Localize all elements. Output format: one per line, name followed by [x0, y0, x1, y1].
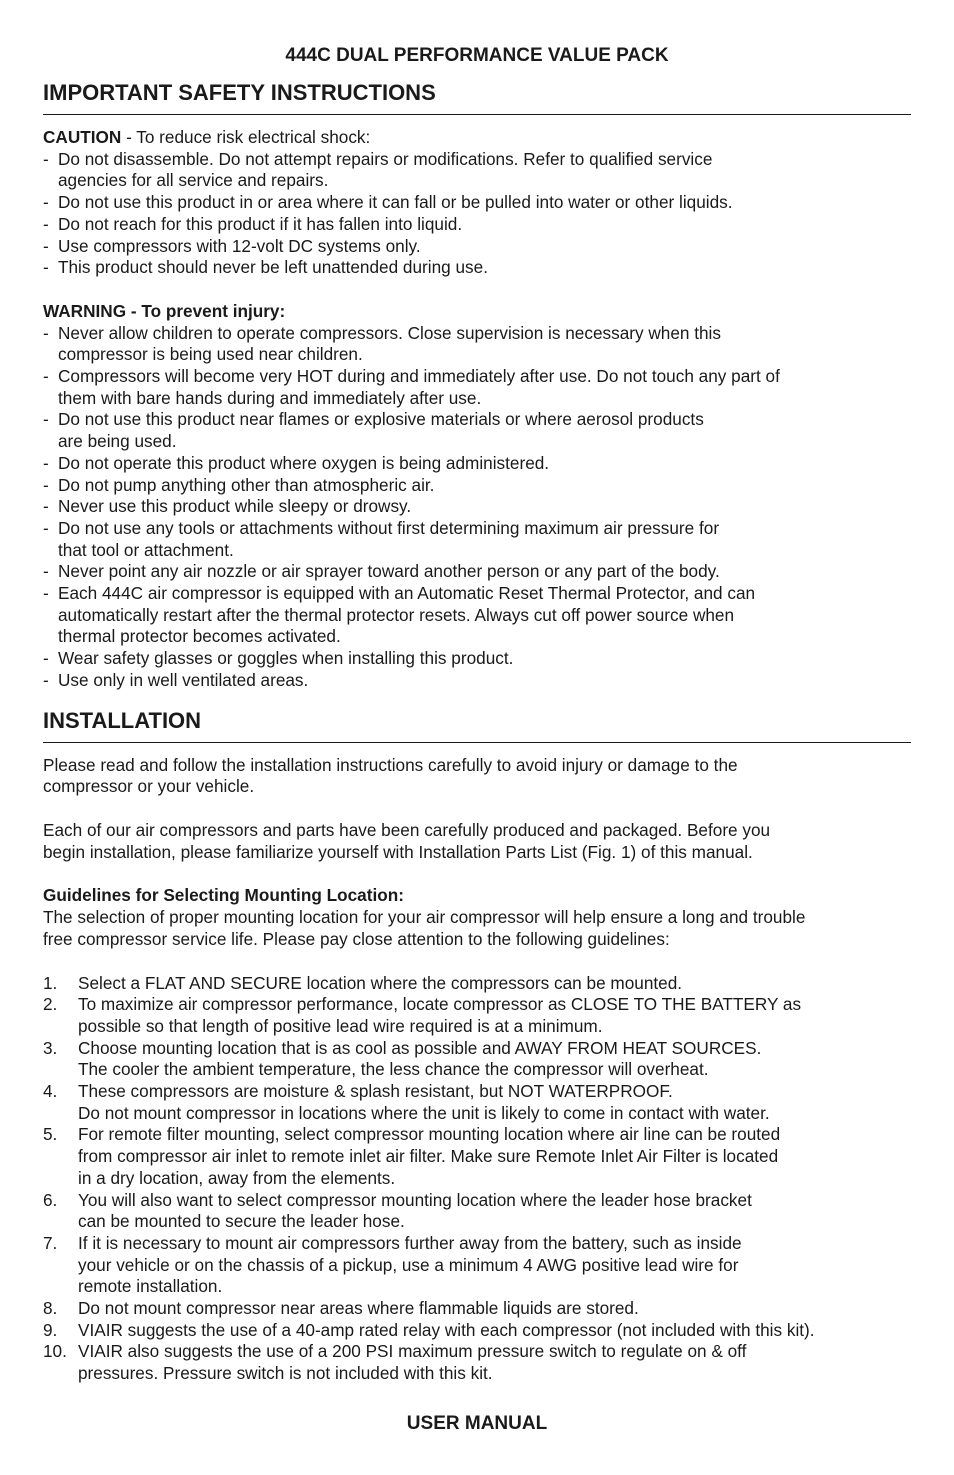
item-number: 2. — [43, 994, 58, 1015]
text-line: agencies for all service and repairs. — [58, 170, 329, 191]
caution-item — [43, 236, 911, 258]
text-line: - Never use this product while sleepy or drowsy. — [58, 496, 412, 517]
text-line: Select a FLAT AND SECURE location where the compressors can be mounted. — [78, 972, 683, 993]
safety-section — [43, 127, 911, 692]
text-line: are being used. — [58, 431, 177, 452]
text-line: that tool or attachment. — [58, 539, 234, 560]
text-line: To maximize air compressor performance, locate compressor as CLOSE TO THE BATTERY as — [78, 994, 802, 1015]
warning-heading: WARNING - To prevent injury: — [43, 300, 286, 321]
item-number: 7. — [43, 1232, 58, 1253]
caution-text: - To reduce risk electrical shock: — [121, 127, 371, 147]
warning-item — [43, 323, 911, 366]
warning-item — [43, 496, 911, 518]
warning-item — [43, 366, 911, 409]
text-line: You will also want to select compressor mounting location where the leader hose bracket — [78, 1189, 752, 1210]
caution-item — [43, 257, 911, 279]
text-line: Do not mount compressor near areas where flammable liquids are stored. — [78, 1298, 639, 1319]
guidelines-heading: Guidelines for Selecting Mounting Location: — [43, 885, 404, 906]
text-line: compressor is being used near children. — [58, 344, 363, 365]
text-line: - Use compressors with 12-volt DC systems only. — [58, 235, 421, 256]
text-line: - Wear safety glasses or goggles when installing this product. — [58, 648, 514, 669]
text-line: Do not mount compressor in locations where the unit is likely to come in contact with water. — [78, 1102, 770, 1123]
text-line: - Use only in well ventilated areas. — [58, 669, 309, 690]
warning-list — [43, 323, 911, 692]
caution-label: CAUTION — [43, 127, 122, 147]
text-line: - Do not disassemble. Do not attempt repairs or modifications. Refer to qualified service — [58, 148, 713, 169]
text-line: Each of our air compressors and parts have been carefully produced and packaged. Before you — [43, 819, 771, 840]
installation-section-title: INSTALLATION — [43, 708, 911, 743]
installation-section — [43, 755, 911, 1385]
text-line: - Never allow children to operate compressors. Close supervision is necessary when this — [58, 322, 721, 343]
text-line: - Do not use this product in or area where it can fall or be pulled into water or other liquids. — [58, 192, 733, 213]
caution-heading — [43, 127, 911, 149]
warning-item — [43, 518, 911, 561]
text-line: These compressors are moisture & splash resistant, but NOT WATERPROOF. — [78, 1081, 673, 1102]
guidelines-list — [43, 973, 911, 1385]
text-line: automatically restart after the thermal protector resets. Always cut off power source when — [58, 604, 735, 625]
caution-item — [43, 214, 911, 236]
text-line: Choose mounting location that is as cool as possible and AWAY FROM HEAT SOURCES. — [78, 1037, 762, 1058]
warning-item — [43, 648, 911, 670]
item-number: 9. — [43, 1319, 58, 1340]
text-line: - Compressors will become very HOT during and immediately after use. Do not touch any part of — [58, 366, 780, 387]
guideline-item — [43, 1081, 911, 1124]
item-number: 4. — [43, 1081, 58, 1102]
guideline-item — [43, 1124, 911, 1189]
text-line: - Do not pump anything other than atmospheric air. — [58, 474, 435, 495]
text-line: VIAIR also suggests the use of a 200 PSI maximum pressure switch to regulate on & off — [78, 1341, 747, 1362]
guideline-item — [43, 973, 911, 995]
item-number: 3. — [43, 1037, 58, 1058]
safety-section-title: IMPORTANT SAFETY INSTRUCTIONS — [43, 80, 911, 115]
manual-page — [43, 44, 911, 1385]
warning-item — [43, 670, 911, 692]
installation-intro-paragraph — [43, 755, 911, 798]
item-number: 1. — [43, 972, 58, 993]
text-line: - Each 444C air compressor is equipped with an Automatic Reset Thermal Protector, and can — [58, 583, 756, 604]
warning-item — [43, 561, 911, 583]
text-line: possible so that length of positive lead wire required is at a minimum. — [78, 1015, 603, 1036]
warning-item — [43, 453, 911, 475]
text-line: - Do not use this product near flames or explosive materials or where aerosol products — [58, 409, 704, 430]
guideline-item — [43, 1341, 911, 1384]
guideline-item — [43, 1233, 911, 1298]
text-line: - Do not operate this product where oxygen is being administered. — [58, 452, 550, 473]
text-line: VIAIR suggests the use of a 40-amp rated relay with each compressor (not included with this kit). — [78, 1319, 815, 1340]
warning-item — [43, 409, 911, 452]
caution-item — [43, 192, 911, 214]
guideline-item — [43, 1320, 911, 1342]
warning-item — [43, 475, 911, 497]
text-line: in a dry location, away from the elements. — [78, 1167, 396, 1188]
text-line: Please read and follow the installation instructions carefully to avoid injury or damage to the — [43, 754, 738, 775]
caution-list — [43, 149, 911, 279]
item-number: 8. — [43, 1298, 58, 1319]
caution-item — [43, 149, 911, 192]
text-line: compressor or your vehicle. — [43, 776, 255, 797]
text-line: - This product should never be left unattended during use. — [58, 257, 488, 278]
text-line: begin installation, please familiarize yourself with Installation Parts List (Fig. 1) of this manual. — [43, 841, 753, 862]
text-line: pressures. Pressure switch is not included with this kit. — [78, 1363, 493, 1384]
document-title: 444C DUAL PERFORMANCE VALUE PACK — [285, 45, 669, 66]
item-number: 6. — [43, 1189, 58, 1210]
item-number: 10. — [43, 1341, 67, 1362]
text-line: free compressor service life. Please pay close attention to the following guidelines: — [43, 928, 670, 949]
text-line: The cooler the ambient temperature, the less chance the compressor will overheat. — [78, 1059, 709, 1080]
text-line: your vehicle or on the chassis of a pickup, use a minimum 4 AWG positive lead wire for — [78, 1254, 739, 1275]
guideline-item — [43, 1038, 911, 1081]
footer-label: USER MANUAL — [406, 1413, 548, 1434]
guideline-item — [43, 1190, 911, 1233]
guidelines-text — [43, 907, 911, 950]
text-line: For remote filter mounting, select compressor mounting location where air line can be routed — [78, 1124, 781, 1145]
text-line: The selection of proper mounting location for your air compressor will help ensure a long and trouble — [43, 907, 806, 928]
installation-parts-paragraph — [43, 820, 911, 863]
warning-item — [43, 583, 911, 648]
text-line: from compressor air inlet to remote inlet air filter. Make sure Remote Inlet Air Filter is located — [78, 1146, 779, 1167]
text-line: can be mounted to secure the leader hose. — [78, 1211, 405, 1232]
text-line: - Never point any air nozzle or air sprayer toward another person or any part of the body. — [58, 561, 720, 582]
text-line: thermal protector becomes activated. — [58, 626, 341, 647]
guideline-item — [43, 1298, 911, 1320]
text-line: them with bare hands during and immediately after use. — [58, 387, 482, 408]
guideline-item — [43, 994, 911, 1037]
text-line: - Do not reach for this product if it has fallen into liquid. — [58, 213, 463, 234]
text-line: If it is necessary to mount air compressors further away from the battery, such as inside — [78, 1232, 742, 1253]
text-line: remote installation. — [78, 1276, 223, 1297]
text-line: - Do not use any tools or attachments without first determining maximum air pressure for — [58, 517, 720, 538]
item-number: 5. — [43, 1124, 58, 1145]
